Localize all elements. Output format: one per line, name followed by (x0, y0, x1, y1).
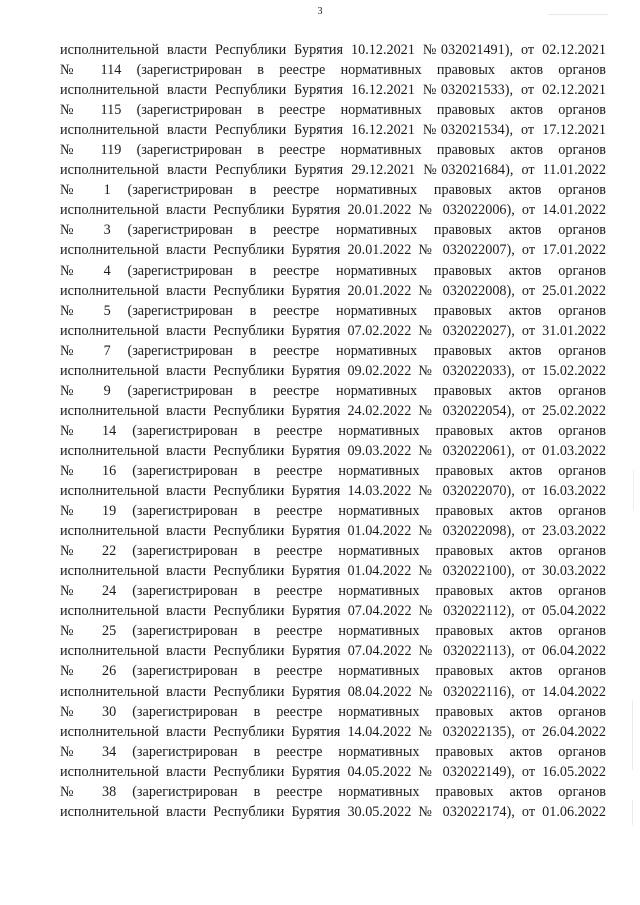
text-line: исполнительной власти Республики Бурятия 30.05.2022 № 032022174), от 01.06.2022 (60, 803, 606, 820)
scan-mark (632, 800, 633, 825)
text-line (60, 822, 606, 842)
text-line: исполнительной власти Республики Бурятия 01.04.2022 № 032022100), от 30.03.2022 (60, 563, 606, 580)
text-line: исполнительной власти Республики Бурятия 08.04.2022 № 032022116), от 14.04.2022 (60, 683, 606, 700)
scan-mark (548, 14, 608, 15)
text-line: № 19 (зарегистрирован в реестре нормативных правовых актов органов (60, 503, 606, 520)
text-line: № 30 (зарегистрирован в реестре нормативных правовых актов органов (60, 703, 606, 720)
text-line: № 9 (зарегистрирован в реестре нормативных правовых актов органов (60, 382, 606, 399)
text-line: № 16 (зарегистрирован в реестре нормативных правовых актов органов (60, 462, 606, 479)
text-line: № 34 (зарегистрирован в реестре нормативных правовых актов органов (60, 743, 606, 760)
text-line: исполнительной власти Республики Бурятия 14.03.2022 № 032022070), от 16.03.2022 (60, 483, 606, 500)
text-line: № 25 (зарегистрирован в реестре нормативных правовых актов органов (60, 623, 606, 640)
text-line: № 5 (зарегистрирован в реестре нормативных правовых актов органов (60, 302, 606, 319)
text-line: исполнительной власти Республики Бурятия 09.02.2022 № 032022033), от 15.02.2022 (60, 362, 606, 379)
text-line: исполнительной власти Республики Бурятия 20.01.2022 № 032022007), от 17.01.2022 (60, 242, 606, 259)
text-line: исполнительной власти Республики Бурятия 29.12.2021 №032021684), от 11.01.2022 (60, 162, 606, 179)
text-line: № 114 (зарегистрирован в реестре нормативных правовых актов органов (60, 62, 606, 79)
text-line: исполнительной власти Республики Бурятия 07.02.2022 № 032022027), от 31.01.2022 (60, 322, 606, 339)
text-line: исполнительной власти Республики Бурятия 07.04.2022 № 032022113), от 06.04.2022 (60, 643, 606, 660)
text-line: исполнительной власти Республики Бурятия 16.12.2021 №032021534), от 17.12.2021 (60, 122, 606, 139)
text-line: № 22 (зарегистрирован в реестре нормативных правовых актов органов (60, 543, 606, 560)
text-line: исполнительной власти Республики Бурятия 20.01.2022 № 032022006), от 14.01.2022 (60, 202, 606, 219)
scan-mark (633, 470, 634, 510)
text-line: № 14 (зарегистрирован в реестре нормативных правовых актов органов (60, 422, 606, 439)
text-line: № 26 (зарегистрирован в реестре нормативных правовых актов органов (60, 663, 606, 680)
text-line: исполнительной власти Республики Бурятия 10.12.2021 №032021491), от 02.12.2021 (60, 42, 606, 58)
text-line: № 3 (зарегистрирован в реестре нормативных правовых актов органов (60, 222, 606, 239)
body-text (60, 40, 606, 842)
text-line: исполнительной власти Республики Бурятия 09.03.2022 № 032022061), от 01.03.2022 (60, 442, 606, 459)
page-number: 3 (317, 6, 323, 17)
text-line: № 115 (зарегистрирован в реестре нормативных правовых актов органов (60, 102, 606, 119)
text-line: исполнительной власти Республики Бурятия 24.02.2022 № 032022054), от 25.02.2022 (60, 402, 606, 419)
text-line: № 24 (зарегистрирован в реестре нормативных правовых актов органов (60, 583, 606, 600)
text-line: исполнительной власти Республики Бурятия 14.04.2022 № 032022135), от 26.04.2022 (60, 723, 606, 740)
text-line: № 4 (зарегистрирован в реестре нормативных правовых актов органов (60, 262, 606, 279)
text-line: № 119 (зарегистрирован в реестре нормативных правовых актов органов (60, 142, 606, 159)
text-line: исполнительной власти Республики Бурятия 01.04.2022 № 032022098), от 23.03.2022 (60, 523, 606, 540)
text-line: исполнительной власти Республики Бурятия 07.04.2022 № 032022112), от 05.04.2022 (60, 603, 606, 620)
scan-mark (632, 700, 633, 770)
text-line: исполнительной власти Республики Бурятия 16.12.2021 №032021533), от 02.12.2021 (60, 82, 606, 99)
text-line: исполнительной власти Республики Бурятия 20.01.2022 № 032022008), от 25.01.2022 (60, 282, 606, 299)
text-line: исполнительной власти Республики Бурятия 04.05.2022 № 032022149), от 16.05.2022 (60, 763, 606, 780)
text-line: № 1 (зарегистрирован в реестре нормативных правовых актов органов (60, 182, 606, 199)
text-line: № 38 (зарегистрирован в реестре нормативных правовых актов органов (60, 783, 606, 800)
text-line: № 7 (зарегистрирован в реестре нормативных правовых актов органов (60, 342, 606, 359)
